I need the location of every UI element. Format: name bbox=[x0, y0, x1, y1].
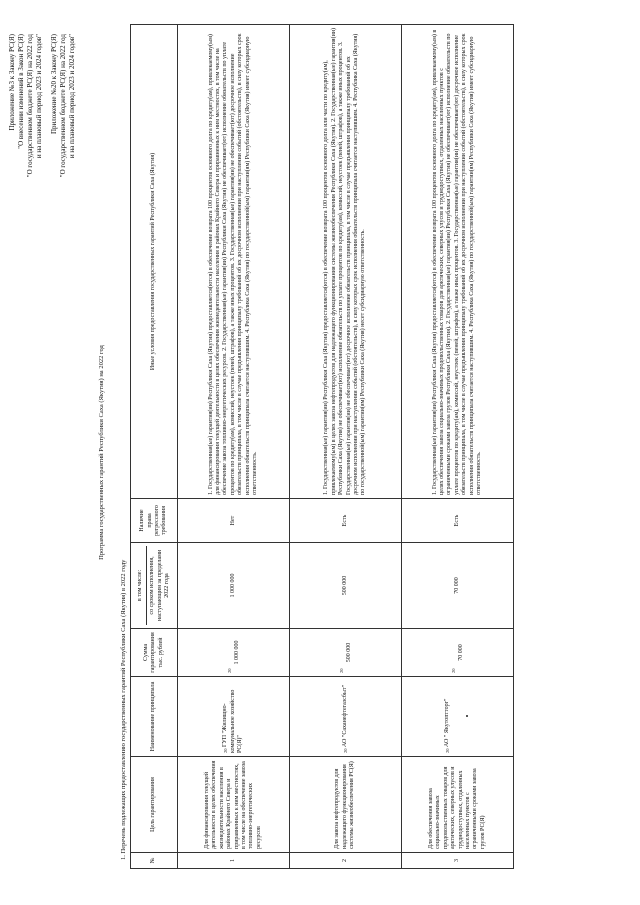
header-line: "О государственном бюджете РС(Я) на 2022 год bbox=[26, 34, 34, 178]
col-header-principal: Наименование принципала bbox=[131, 677, 178, 757]
row-principal bbox=[290, 677, 402, 757]
row-num: 2 bbox=[290, 853, 402, 869]
mark: 20 bbox=[227, 668, 233, 673]
col-header-regress: Наличие права регрессного требования bbox=[131, 499, 178, 543]
guarantees-table bbox=[130, 24, 514, 869]
col-header-num: № bbox=[131, 853, 178, 869]
row-regress: Есть bbox=[402, 499, 514, 543]
incl-sub-label: со сроком исполнения, наступающим за пределами 2022 года bbox=[146, 546, 171, 625]
row-conditions: 1. Государственная(ые) гарантия(ии) Республики Саха (Якутия) предоставляется(ются) в обеспечение возврата 100 процентов основного долга по кредиту(ам), привлекаемому(ым) в целях обеспечения завоза социально-значимых продовольственных товаров для арктических, северных улусов и труднодоступных, отдаленных населенных пунктов с ограниченными сроками завоза грузов Республики Саха (Якутия). 2. Государственная(ые) гарантия(ии) Республики Саха (Якутия) не обеспечивает(ют) исполнение обязательств по уплате процентов по кредиту(ам), комиссий, неустоек (пеней, штрафов), а также иных процентов. 3. Государственная(ые) гарантия(ии) не обеспечивает(ют) досрочное исполнение обязательств принципала, в том числе в случае предъявления принципалу требований об их досрочном исполнении при наступлении событий (обстоятельств), в силу которых срок исполнения обязательств принципала считается наступившим. 4. Республика Саха (Якутия) по государственной(ым) гарантии(ям) Республики Саха (Якутия) имеет субсидиарную ответственность. bbox=[402, 25, 514, 499]
header-line: и на плановый период 2023 и 2024 годов" bbox=[35, 34, 43, 159]
appendix-3-header bbox=[8, 34, 44, 177]
table-row bbox=[402, 25, 514, 869]
row-conditions: 1. Государственная(ые) гарантия(ии) Республики Саха (Якутия) предоставляется(ются) в обеспечение возврата 100 процентов основного долга по кредиту(ам), привлекаемому(ым) для финансирования текущей деятельности в целях обеспечения жизнедеятельности населения в районах Крайнего Севера и приравненных к ним местностях, в том числе на обеспечение завоза топливно-энергетических ресурсов. 2. Государственная(ые) гарантия(ии) Республики Саха (Якутия) не обеспечивает(ют) исполнение обязательств по уплате процентов по кредиту(ам), комиссий, неустоек (пеней, штрафов), а также иных процентов. 3. Государственная(ые) гарантия(ии) не обеспечивает(ют) досрочное исполнение обязательств принципала, в том числе в случае предъявления принципалу требований об их досрочном исполнении при наступлении событий (обстоятельств), в силу которых срок исполнения обязательств принципала считается наступившим. 4. Республика Саха (Якутия) по государственной(ым) гарантии(ям) Республики Саха (Якутия) имеет субсидиарную ответственность. bbox=[178, 25, 290, 499]
row-regress: Есть bbox=[290, 499, 402, 543]
table-header-row bbox=[131, 25, 178, 869]
incl-label: в том числе: bbox=[136, 569, 143, 602]
row-incl: 1 000 000 bbox=[178, 543, 290, 629]
row-sum bbox=[402, 629, 514, 677]
col-header-purpose: Цель гарантирования bbox=[131, 757, 178, 853]
col-header-conditions: Иные условия предоставления государственных гарантий Республики Саха (Якутия) bbox=[131, 25, 178, 499]
row-sum bbox=[178, 629, 290, 677]
principal-name: АО "Саханефтегазсбыт" bbox=[341, 684, 348, 747]
header-line: и на плановый период 2023 и 2024 годов" bbox=[68, 34, 76, 159]
sum-value: 70 000 bbox=[457, 644, 464, 661]
table-row bbox=[178, 25, 290, 869]
principal-name: АО " Якутоптторг" bbox=[444, 698, 451, 747]
col-header-incl bbox=[131, 543, 178, 629]
header-line: Приложение №20 к Закону РС(Я) bbox=[50, 34, 58, 135]
row-purpose: Для финансирования текущей деятельности в целях обеспечения жизнедеятельности населения в районах Крайнего Севера и приравненных к ним местностях, в том числе на обеспечение завоза топливно-энергетических ресурсов bbox=[178, 757, 290, 853]
section-title: 1. Перечень подлежащих предоставлению государственных гарантий Республики Саха (Якутия) в 2022 году bbox=[120, 559, 127, 860]
row-incl: 70 000 bbox=[402, 543, 514, 629]
mark: 20 bbox=[342, 748, 348, 753]
row-conditions: 1. Государственная(ые) гарантия(ии) Республики Саха (Якутия) предоставляется(ются) в обеспечение возврата 100 процентов основного долга или части по кредиту(ам), привлекаемому(ым) в целях завоза нефтепродуктов для надлежащего функционирования системы жизнеобеспечения Республики Саха (Якутия). 2. Государственная(ые) гарантия(ии) Республики Саха (Якутия) не обеспечивает(ют) исполнение обязательств по уплате процентов по кредиту(ам), комиссий, неустоек (пеней, штрафов), а также иных процентов. 3. Государственная(ые) гарантия(ии) не обеспечивает(ют) досрочное исполнение обязательств принципала, в том числе в случае предъявления принципалу требований об их досрочном исполнении при наступлении событий (обстоятельств), в силу которых срок исполнения обязательств принципала считается наступившим. 4. Республика Саха (Якутия) по государственной(ым) гарантии(ям) Республики Саха (Якутия) несет субсидиарную ответственность. bbox=[290, 25, 402, 499]
principal-name: ГУП "Жилищно-коммунальное хозяйство РС(Я)" bbox=[222, 689, 244, 753]
row-num: 3 bbox=[402, 853, 514, 869]
row-principal bbox=[178, 677, 290, 757]
sum-value: 1 000 000 bbox=[233, 640, 240, 665]
table-row bbox=[290, 25, 402, 869]
document-title: Программа государственных гарантий Республики Саха (Якутия) на 2022 год bbox=[98, 345, 105, 560]
header-line: "О государственном бюджете РС(Я) на 2022 год bbox=[59, 34, 67, 178]
row-purpose: Для завоза нефтепродуктов для надлежащего функционирования системы жизнеобеспечения РС(Я) bbox=[290, 757, 402, 853]
col-header-sum: Сумма гарантирования тыс. рублей bbox=[131, 629, 178, 677]
row-num: 1 bbox=[178, 853, 290, 869]
header-line: Приложение №3 к Закону РС(Я) bbox=[8, 34, 16, 131]
mark: 20 bbox=[451, 668, 457, 673]
appendix-20-header bbox=[50, 34, 77, 177]
row-incl: 500 000 bbox=[290, 543, 402, 629]
row-sum bbox=[290, 629, 402, 677]
mark: 20 bbox=[445, 748, 451, 753]
scan-dot bbox=[466, 716, 468, 718]
row-principal bbox=[402, 677, 514, 757]
mark: 20 bbox=[223, 748, 229, 753]
row-purpose: Для обеспечения завоза социально-значимых продовольственных товаров для арктических, северных улусов и труднодоступных, отдаленных населенных пунктов с ограниченными сроками завоза грузов РС(Я) bbox=[402, 757, 514, 853]
sum-value: 500 000 bbox=[345, 642, 352, 663]
row-regress: Нет bbox=[178, 499, 290, 543]
header-line: "О внесении изменений в Закон РС(Я) bbox=[17, 34, 25, 149]
mark: 20 bbox=[339, 668, 345, 673]
